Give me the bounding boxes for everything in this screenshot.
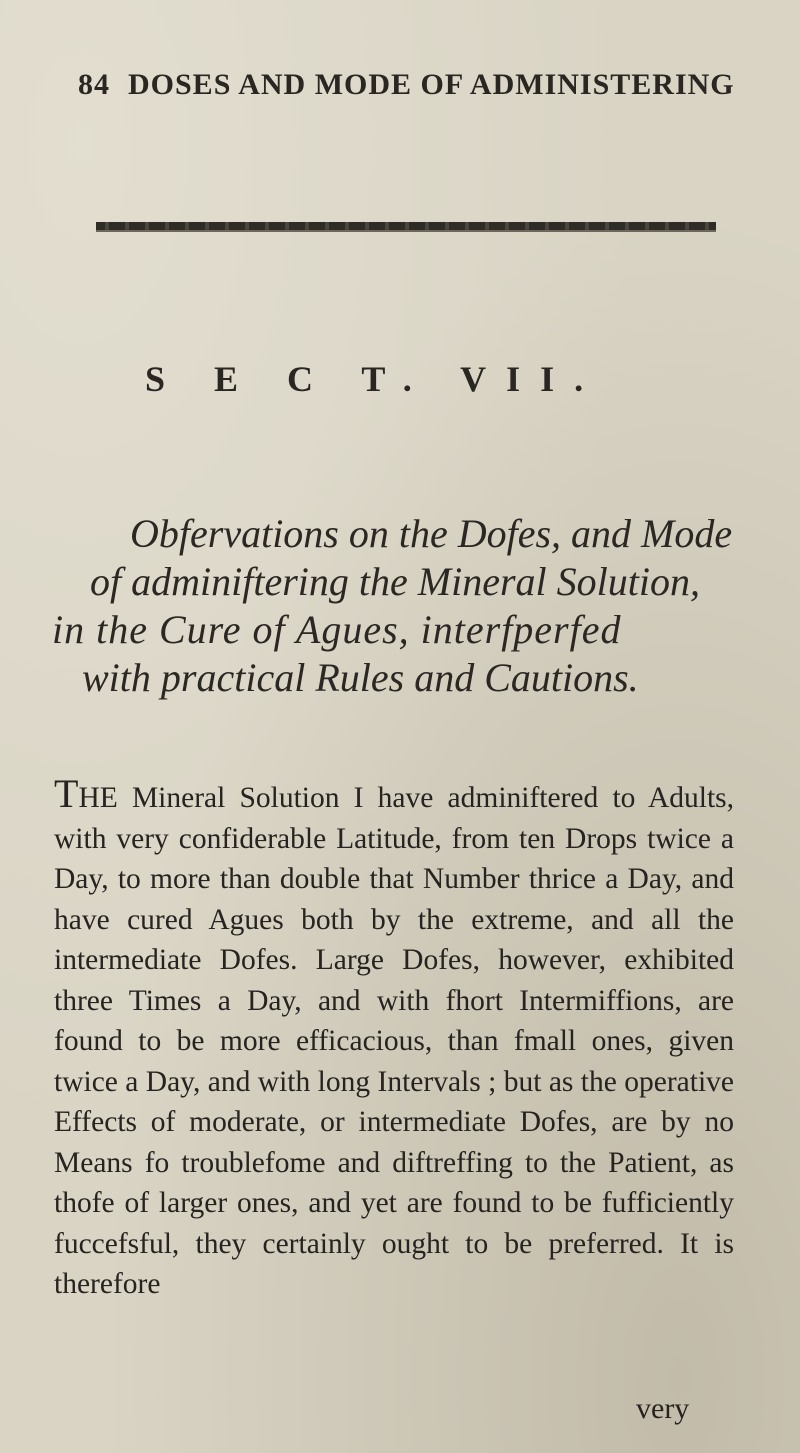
subtitle-line: with practical Rules and Cautions. — [82, 655, 639, 700]
subtitle-line: in the Cure of Agues, interfperfed — [52, 607, 622, 652]
subtitle-line: Obfervations on the Dofes, and Mode — [130, 511, 733, 556]
page-number: 84 — [78, 68, 110, 101]
subtitle-line: of adminiftering the Mineral Solution, — [90, 559, 700, 604]
section-heading: S E C T. VII. — [145, 359, 604, 399]
running-head — [78, 68, 735, 102]
body-paragraph — [54, 771, 734, 1305]
ornamental-rule — [96, 222, 716, 232]
paragraph-text: HE Mineral Solution I have adminiftered to Adults, with very confiderable Latitude, from ten Drops twice a Day, to more than double that Number thrice a Day, and have cured Agues both by the extreme, and all the intermediate Dofes. Large Dofes, however, exhibited three Times a Day, and with fhort Intermiffions, are found to be more efficacious, than fmall ones, given twice a Day, and with long Intervals ; but as the operative Effects of moderate, or intermediate Dofes, are by no Means fo troublefome and diftreffing to the Patient, as thofe of larger ones, and yet are found to be fufficiently fuccefsful, they certainly ought to be preferred. It is therefore — [54, 782, 734, 1300]
catchword: very — [636, 1392, 690, 1425]
section-subtitle — [52, 510, 733, 702]
running-title: DOSES AND MODE OF ADMINISTERING — [128, 68, 735, 101]
drop-cap: T — [54, 771, 79, 816]
